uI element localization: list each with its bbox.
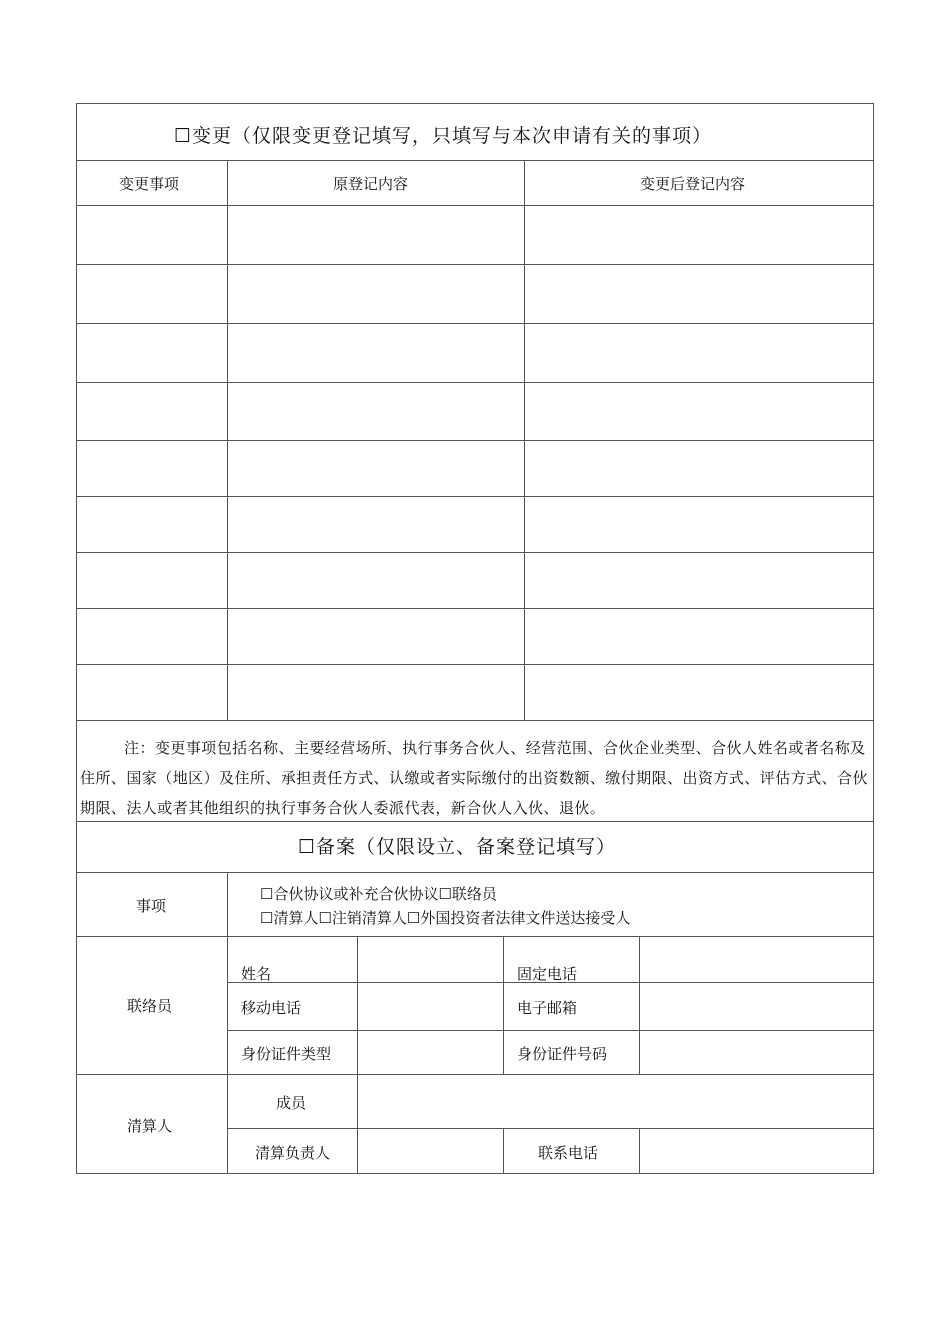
liaison-email-label: 电子邮箱 — [517, 999, 578, 1017]
row-divider — [76, 160, 874, 161]
liaison-id-number-label: 身份证件号码 — [517, 1045, 608, 1063]
col-divider — [503, 1128, 504, 1174]
table-row[interactable] — [228, 609, 524, 664]
col-divider — [227, 872, 228, 1174]
table-row[interactable] — [77, 497, 227, 552]
liquidator-members-label: 成员 — [276, 1094, 307, 1112]
table-row[interactable] — [228, 553, 524, 608]
liaison-id-number-field[interactable] — [640, 1031, 873, 1074]
table-row[interactable] — [228, 497, 524, 552]
change-section-title: ☐变更（仅限变更登记填写，只填写与本次申请有关的事项） — [174, 125, 713, 147]
row-divider — [76, 720, 874, 721]
change-note: 注：变更事项包括名称、主要经营场所、执行事务合伙人、经营范围、合伙企业类型、合伙人姓名或者名称及住所、国家（地区）及住所、承担责任方式、认缴或者实际缴付的出资数额、缴付期限、出资方式、评估方式、合伙期限、法人或者其他组织的执行事务合伙人委派代表，新合伙人入伙、退伙。 — [80, 739, 868, 817]
liaison-mobile-label: 移动电话 — [241, 999, 302, 1017]
liaison-id-type-field[interactable] — [358, 1031, 503, 1074]
table-row[interactable] — [525, 497, 873, 552]
items-checkbox-line-1[interactable]: ☐合伙协议或补充合伙协议☐联络员 — [260, 885, 497, 903]
table-row[interactable] — [77, 265, 227, 323]
table-row[interactable] — [77, 553, 227, 608]
items-label: 事项 — [136, 897, 167, 915]
liaison-label: 联络员 — [127, 997, 173, 1015]
table-row[interactable] — [525, 553, 873, 608]
table-row[interactable] — [228, 324, 524, 382]
table-row[interactable] — [525, 609, 873, 664]
table-row[interactable] — [525, 383, 873, 440]
liaison-mobile-field[interactable] — [358, 983, 503, 1030]
liquidator-label: 清算人 — [127, 1117, 173, 1135]
header-new-content: 变更后登记内容 — [640, 175, 746, 193]
items-checkbox-line-2[interactable]: ☐清算人☐注销清算人☐外国投资者法律文件送达接受人 — [260, 909, 631, 927]
row-divider — [76, 872, 874, 873]
liaison-email-field[interactable] — [640, 983, 873, 1030]
liaison-name-field[interactable] — [358, 937, 503, 982]
liaison-name-label: 姓名 — [241, 965, 272, 983]
table-row[interactable] — [77, 206, 227, 264]
filing-section-title: ☐备案（仅限设立、备案登记填写） — [298, 836, 617, 858]
table-row[interactable] — [77, 324, 227, 382]
table-row[interactable] — [525, 265, 873, 323]
liquidator-head-field[interactable] — [358, 1129, 503, 1174]
liaison-landline-field[interactable] — [640, 937, 873, 982]
table-row[interactable] — [228, 383, 524, 440]
header-original-content: 原登记内容 — [333, 175, 409, 193]
table-row[interactable] — [525, 324, 873, 382]
table-row[interactable] — [228, 265, 524, 323]
table-row[interactable] — [525, 206, 873, 264]
liquidator-head-label: 清算负责人 — [255, 1144, 331, 1162]
table-row[interactable] — [228, 665, 524, 720]
table-row[interactable] — [228, 206, 524, 264]
table-row[interactable] — [228, 441, 524, 496]
table-row[interactable] — [77, 665, 227, 720]
table-row[interactable] — [525, 441, 873, 496]
liaison-id-type-label: 身份证件类型 — [241, 1045, 332, 1063]
table-row[interactable] — [77, 609, 227, 664]
liquidator-phone-field[interactable] — [640, 1129, 873, 1174]
table-row[interactable] — [525, 665, 873, 720]
liquidator-members-field[interactable] — [358, 1075, 873, 1128]
liaison-landline-label: 固定电话 — [517, 965, 578, 983]
col-divider — [503, 936, 504, 1074]
table-row[interactable] — [77, 441, 227, 496]
header-change-item: 变更事项 — [119, 175, 180, 193]
table-row[interactable] — [77, 383, 227, 440]
liquidator-phone-label: 联系电话 — [538, 1144, 599, 1162]
